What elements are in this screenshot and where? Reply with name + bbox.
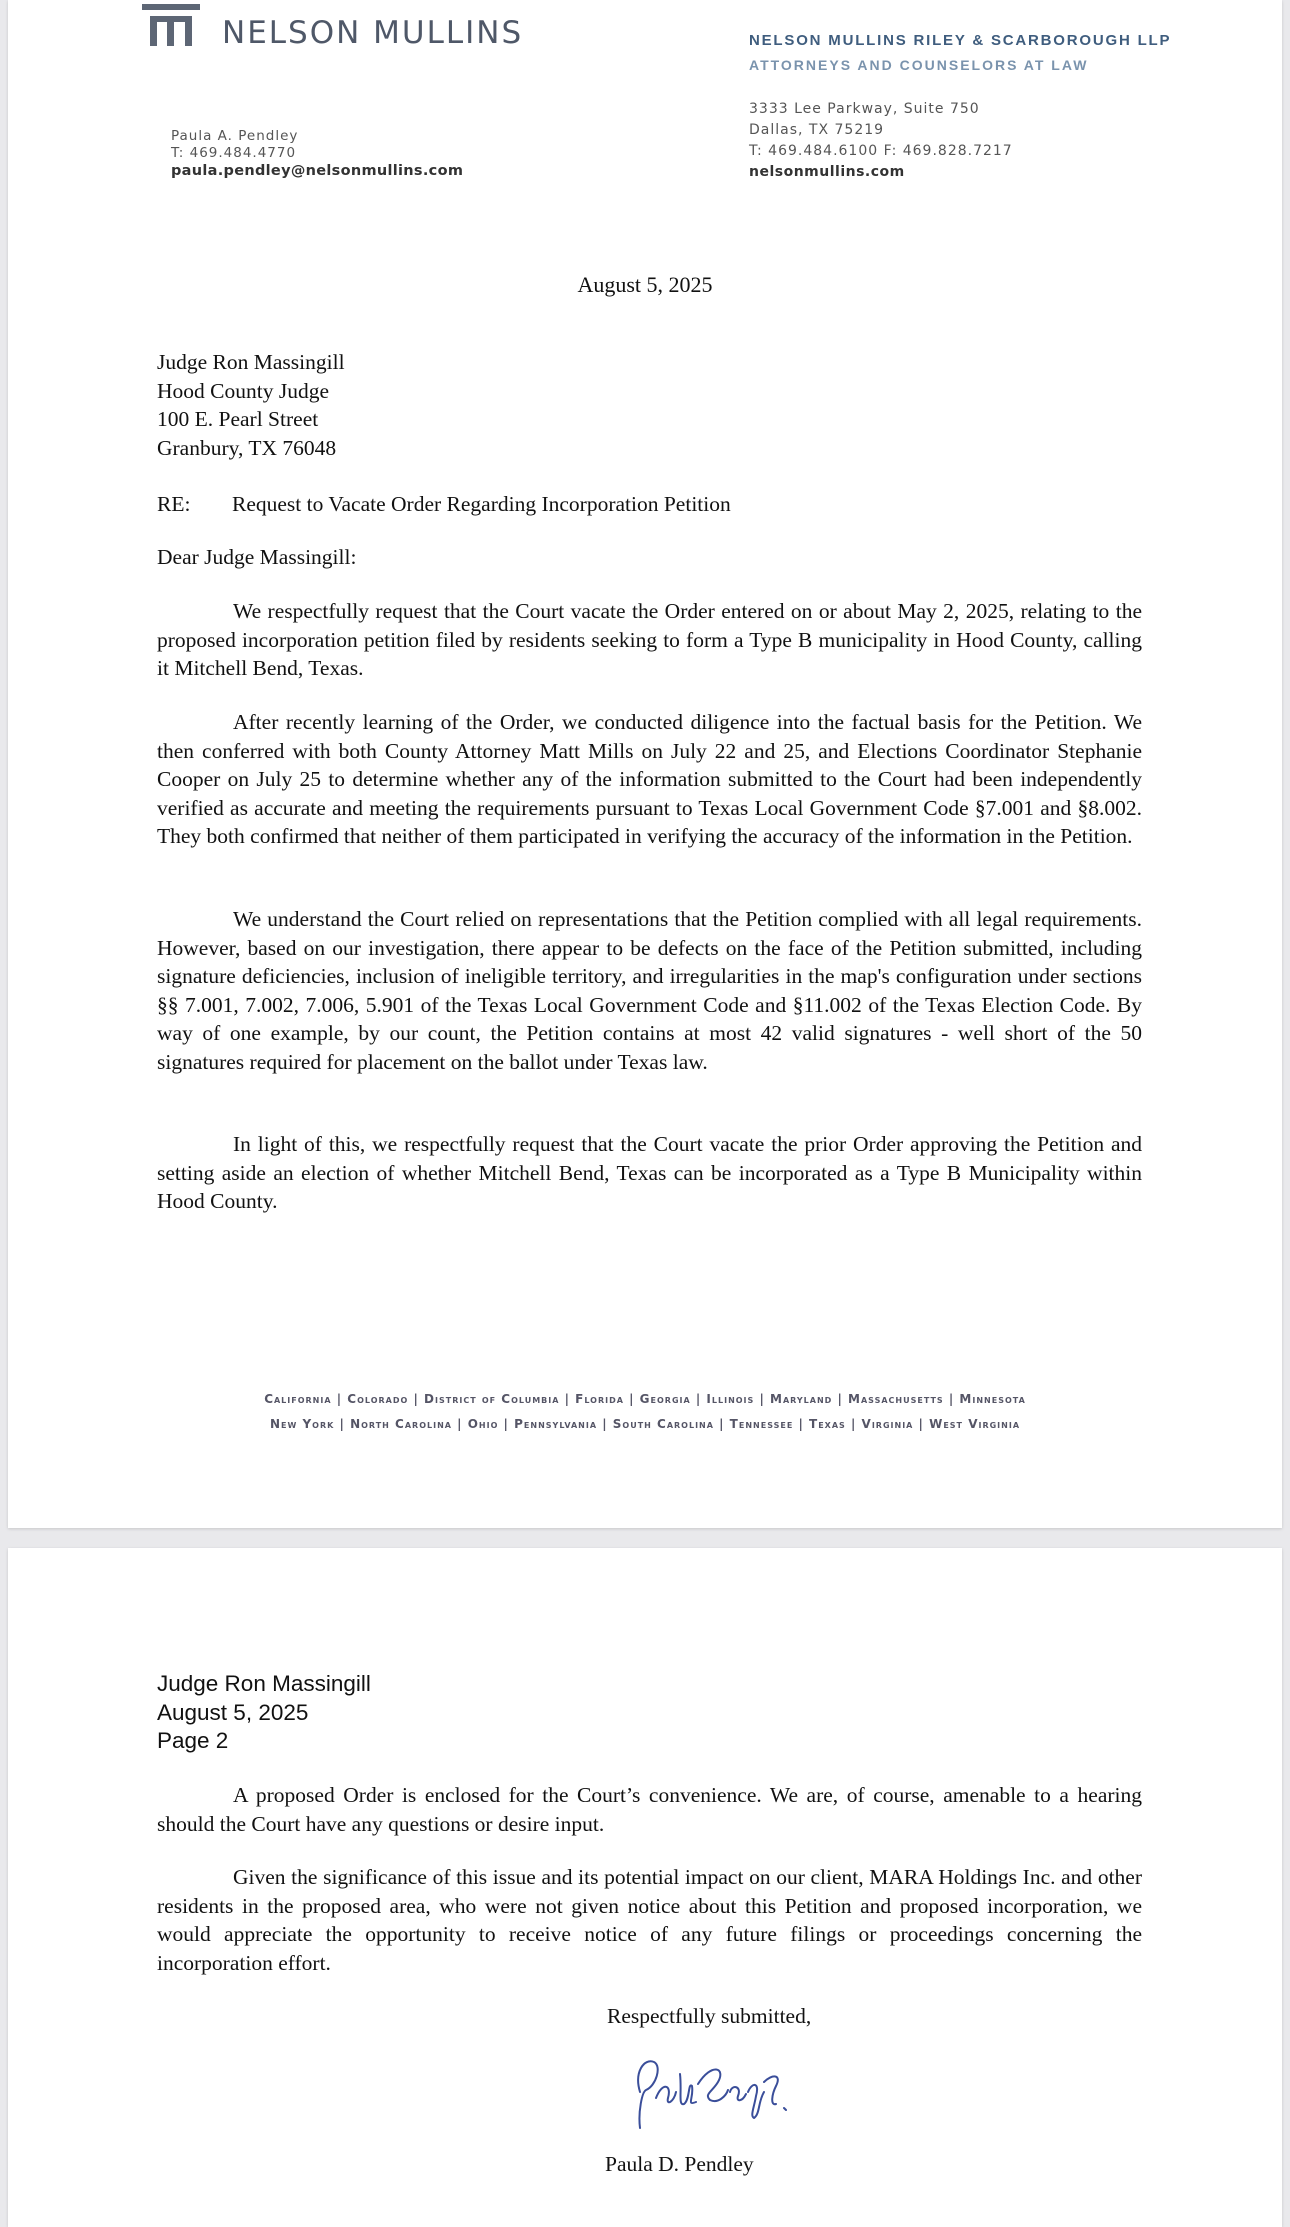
closing: Respectfully submitted, xyxy=(607,2004,812,2028)
page2-header xyxy=(157,1670,371,1756)
firm-website: nelsonmullins.com xyxy=(749,164,905,180)
address-line-1: 3333 Lee Parkway, Suite 750 xyxy=(749,101,980,117)
recipient-address xyxy=(157,348,1142,462)
letter-page-2 xyxy=(8,1548,1282,2227)
page2-header-page-number: Page 2 xyxy=(157,1728,229,1753)
salutation: Dear Judge Massingill: xyxy=(157,545,357,569)
body-paragraph: Given the significance of this issue and its potential impact on our client, MARA Holdings Inc. and other residents in the proposed area, who were not given notice about this Petition and proposed incorporation, we would appreciate the opportunity to receive notice of any future filings or proceedings concerning the incorporation effort. xyxy=(157,1865,1142,1975)
nelson-mullins-logo-icon xyxy=(142,0,200,48)
firm-tagline: ATTORNEYS AND COUNSELORS AT LAW xyxy=(749,57,1089,73)
sender-email: paula.pendley@nelsonmullins.com xyxy=(171,163,464,179)
recipient-line: 100 E. Pearl Street xyxy=(157,407,319,431)
signature-image xyxy=(626,2052,826,2132)
sender-name: Paula A. Pendley xyxy=(171,128,299,144)
letter-date: August 5, 2025 xyxy=(577,272,713,297)
recipient-line: Granbury, TX 76048 xyxy=(157,435,337,460)
page2-header-recipient: Judge Ron Massingill xyxy=(157,1671,371,1696)
re-subject: Request to Vacate Order Regarding Incorporation Petition xyxy=(232,492,731,516)
office-locations-line-1: California | Colorado | District of Columbia | Florida | Georgia | Illinois | Maryland | Massachusetts | Minnesota xyxy=(264,1392,1026,1406)
body-paragraph: After recently learning of the Order, we conducted diligence into the factual basis for the Petition. We then conferred with both County Attorney Matt Mills on July 22 and 25, and Elections Coordinator Stephanie Cooper on July 25 to determine whether any of the information submitted to the Court had been independently verified as accurate and meeting the requirements pursuant to Texas Local Government Code §7.001 and §8.002. They both confirmed that neither of them participated in verifying the accuracy of the information in the Petition. xyxy=(157,710,1142,848)
logo-wordmark: NELSON MULLINS xyxy=(222,15,524,51)
firm-address xyxy=(749,99,1013,183)
body-paragraph: We understand the Court relied on representations that the Petition complied with all legal requirements. However, based on our investigation, there appear to be defects on the face of the Petition submitted, including signature deficiencies, inclusion of ineligible territory, and irregularities in the map's configuration under sections §§ 7.001, 7.002, 7.006, 5.901 of the Texas Local Government Code and §11.002 of the Texas Election Code. By way of one example, by our count, the Petition contains at most 42 valid signatures - well short of the 50 signatures required for placement on the ballot under Texas law. xyxy=(157,907,1142,1074)
office-locations xyxy=(8,1387,1282,1437)
recipient-line: Judge Ron Massingill xyxy=(157,350,345,374)
sender-info xyxy=(171,128,463,180)
firm-name: NELSON MULLINS RILEY & SCARBOROUGH LLP xyxy=(749,32,1172,49)
firm-phone-fax: T: 469.484.6100 F: 469.828.7217 xyxy=(749,143,1013,159)
page2-header-date: August 5, 2025 xyxy=(157,1699,309,1725)
body-paragraph: A proposed Order is enclosed for the Court’s convenience. We are, of course, amenable to a hearing should the Court have any questions or desire input. xyxy=(157,1783,1142,1836)
letter-page-1 xyxy=(8,0,1282,1528)
body-paragraph: We respectfully request that the Court vacate the Order entered on or about May 2, 2025, relating to the proposed incorporation petition filed by residents seeking to form a Type B municipality in Hood County, calling it Mitchell Bend, Texas. xyxy=(157,599,1142,680)
recipient-line: Hood County Judge xyxy=(157,378,329,403)
re-label: RE: xyxy=(157,492,191,516)
signer-name: Paula D. Pendley xyxy=(605,2152,754,2176)
re-line xyxy=(157,490,1142,519)
body-paragraph: In light of this, we respectfully request that the Court vacate the prior Order approving the Petition and setting aside an election of whether Mitchell Bend, Texas can be incorporated as a Type B Municipality within Hood County. xyxy=(157,1132,1142,1213)
sender-phone: T: 469.484.4770 xyxy=(171,145,297,161)
office-locations-line-2: New York | North Carolina | Ohio | Pennsylvania | South Carolina | Tennessee | Texas | Virginia | West Virginia xyxy=(269,1417,1021,1431)
address-line-2: Dallas, TX 75219 xyxy=(749,122,885,138)
